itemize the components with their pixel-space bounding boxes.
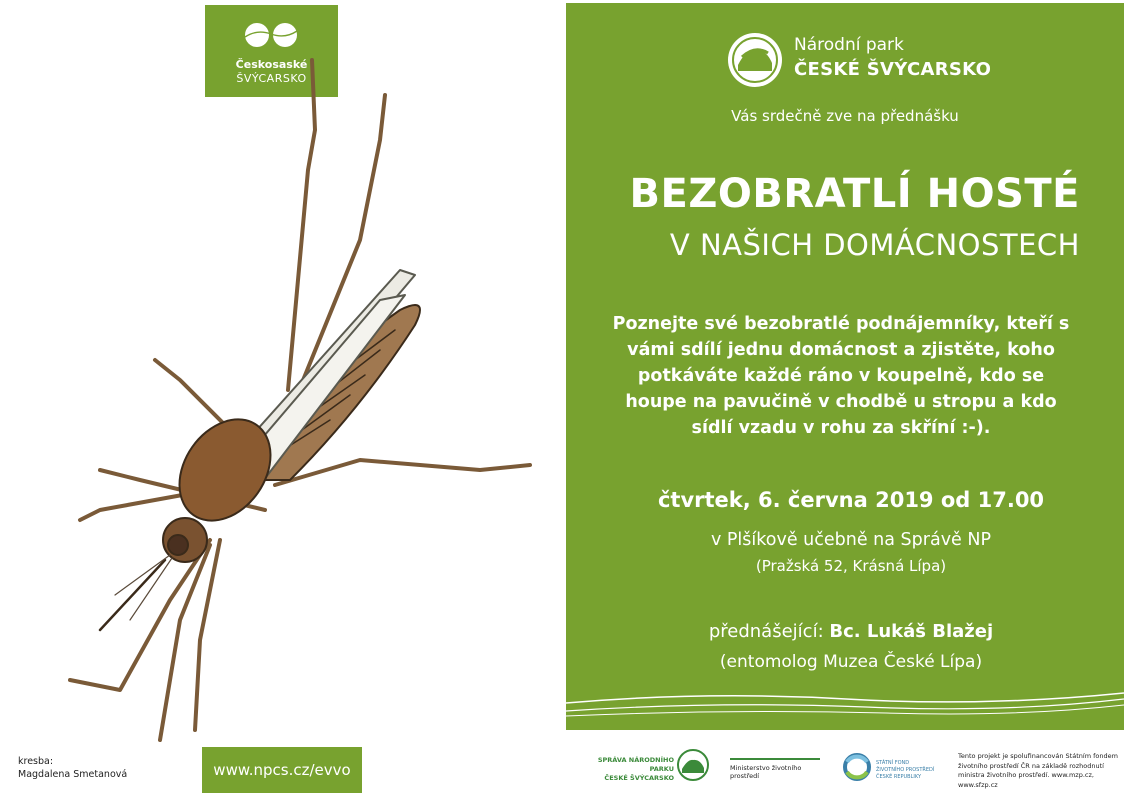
footer-sprava-text (582, 756, 674, 783)
sprava-np-logo-icon (676, 748, 710, 782)
lecturer-role: (entomolog Muzea České Lípa) (719, 652, 983, 672)
lecture-description (588, 311, 1094, 441)
description-line: Poznejte své bezobratlé podnájemníky, kteří s (612, 314, 1070, 334)
footer-mzp (730, 758, 820, 780)
lecture-subtitle: V NAŠICH DOMÁCNOSTECH (669, 228, 1080, 262)
lecturer-name: Bc. Lukáš Blažej (829, 621, 994, 642)
invitation-text: Vás srdečně zve na přednášku (731, 107, 959, 125)
credit-label: kresba: (18, 756, 54, 767)
sprava-line2: ČESKÉ ŠVÝCARSKO (604, 774, 674, 782)
logo-line2: ŠVÝCARSKO (236, 72, 307, 85)
sfzp-logo-icon (842, 752, 872, 782)
sfzp-line2: ŽIVOTNÍHO PROSTŘEDÍ (876, 767, 935, 773)
illustration-credit (18, 755, 127, 781)
lecturer-label: přednášející: (708, 621, 824, 642)
decorative-waves (566, 683, 1124, 728)
park-name-line1: Národní park (794, 35, 904, 55)
invitation-panel (566, 3, 1124, 730)
park-name-line2: ČESKÉ ŠVÝCARSKO (794, 59, 992, 80)
national-park-emblem-icon (726, 31, 784, 89)
logo-line1: Českosaské (235, 58, 308, 71)
website-link-box[interactable] (202, 747, 362, 793)
footer-sfzp-text (876, 760, 934, 781)
mzp-bar (730, 758, 820, 760)
description-line: houpe na pavučině v chodbě u stropu a kdo (625, 392, 1057, 412)
event-address: (Pražská 52, Krásná Lípa) (755, 557, 947, 575)
mzp-text: Ministerstvo životního prostředí (730, 764, 802, 780)
lecturer (566, 621, 1127, 642)
description-line: potkáváte každé ráno v koupelně, kdo se (637, 366, 1045, 386)
credit-author: Magdalena Smetanová (18, 769, 128, 780)
description-line: sídlí vzadu v rohu za skříní :-). (691, 418, 991, 438)
funding-note: Tento projekt je spolufinancován Státním fondem životního prostředí ČR na základě rozhodnutí ministra životního prostředí. www.mzp.cz, www.sfzp.cz (958, 752, 1118, 789)
lecture-title: BEZOBRATLÍ HOSTÉ (629, 171, 1080, 217)
sfzp-line1: STÁTNÍ FOND (876, 760, 910, 766)
description-line: vámi sdílí jednu domácnost a zjistěte, koho (627, 340, 1055, 360)
event-place: v Plšíkově učebně na Správě NP (710, 530, 992, 550)
sfzp-line3: ČESKÉ REPUBLIKY (876, 774, 922, 780)
event-date: čtvrtek, 6. června 2019 od 17.00 (657, 488, 1045, 512)
website-link[interactable]: www.npcs.cz/evvo (213, 761, 351, 779)
mosquito-illustration (60, 40, 560, 750)
sprava-line1: SPRÁVA NÁRODNÍHO PARKU (597, 756, 674, 773)
